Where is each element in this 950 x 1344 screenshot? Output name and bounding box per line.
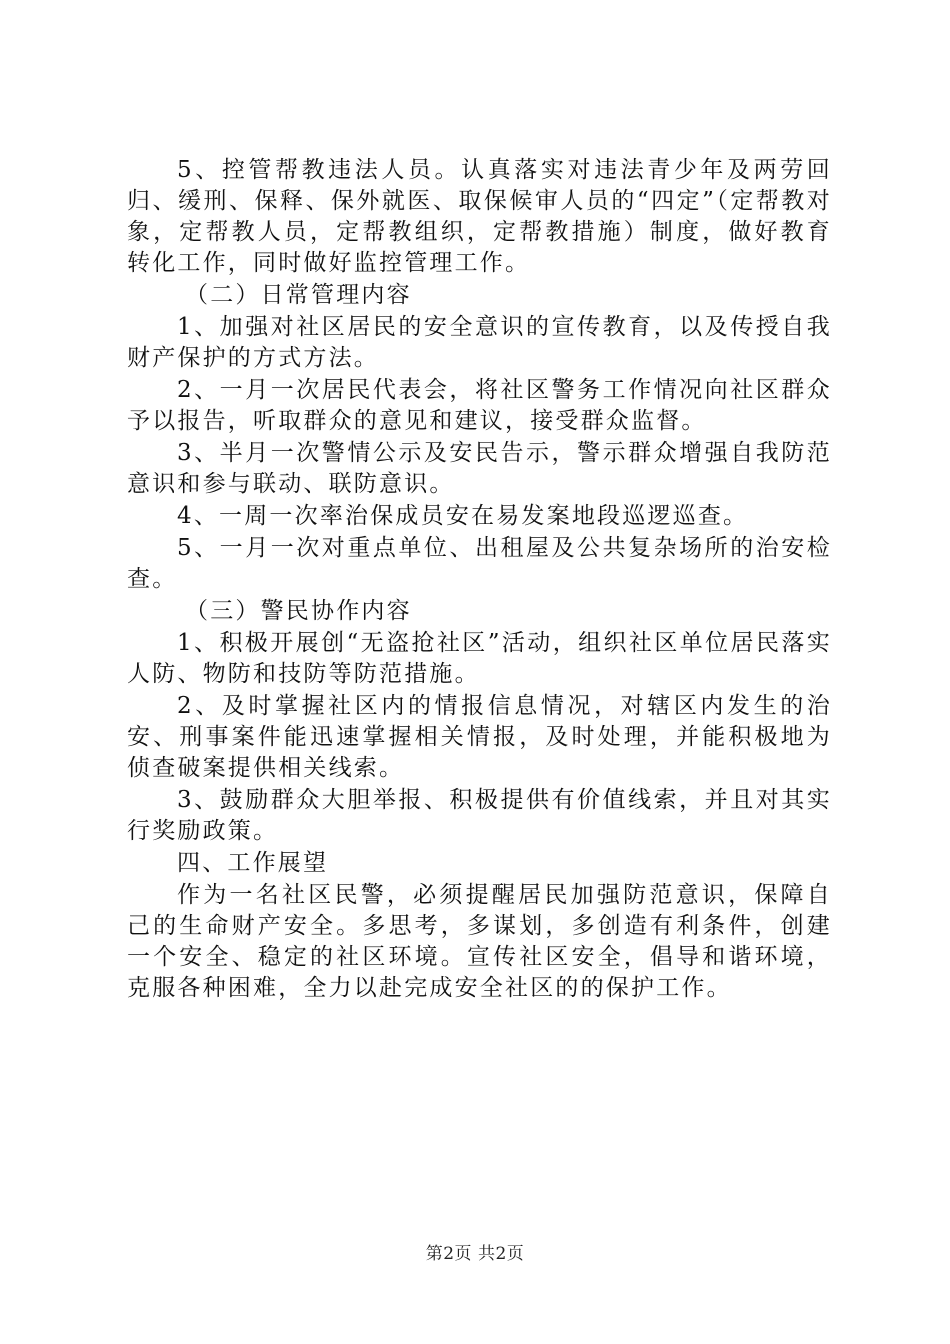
heading-work-outlook: 四、工作展望 [177, 850, 329, 876]
heading-police-cooperation: （三）警民协作内容 [185, 598, 412, 624]
paragraph-coop-3: 3、鼓励群众大胆举报、积极提供有价值线索，并且对其实行奖励政策。 [127, 787, 832, 844]
document-body [127, 155, 832, 1005]
paragraph-coop-2: 2、及时掌握社区内的情报信息情况，对辖区内发生的治安、刑事案件能迅速掌握相关情报，及时处理，并能积极地为侦查破案提供相关线索。 [127, 693, 832, 781]
paragraph-daily-2: 2、一月一次居民代表会，将社区警务工作情况向社区群众予以报告，听取群众的意见和建议，接受群众监督。 [127, 377, 832, 434]
paragraph-control-offenders: 5、控管帮教违法人员。认真落实对违法青少年及两劳回归、缓刑、保释、保外就医、取保候审人员的“四定”（定帮教对象，定帮教人员，定帮教组织，定帮教措施）制度，做好教育转化工作，同时做好监控管理工作。 [127, 157, 832, 276]
paragraph-coop-1: 1、积极开展创“无盗抢社区”活动，组织社区单位居民落实人防、物防和技防等防范措施。 [127, 630, 832, 687]
paragraph-daily-3: 3、半月一次警情公示及安民告示，警示群众增强自我防范意识和参与联动、联防意识。 [127, 440, 832, 497]
paragraph-daily-4: 4、一周一次率治保成员安在易发案地段巡逻巡查。 [177, 503, 749, 529]
page-footer: 第2页 共2页 [425, 1244, 525, 1264]
paragraph-daily-5: 5、一月一次对重点单位、出租屋及公共复杂场所的治安检查。 [127, 535, 832, 592]
paragraph-daily-1: 1、加强对社区居民的安全意识的宣传教育，以及传授自我财产保护的方式方法。 [127, 314, 832, 371]
paragraph-outlook: 作为一名社区民警，必须提醒居民加强防范意识，保障自己的生命财产安全。多思考，多谋划，多创造有利条件，创建一个安全、稳定的社区环境。宣传社区安全，倡导和谐环境，克服各种困难，全力以赴完成安全社区的的保护工作。 [127, 882, 832, 1001]
heading-daily-management: （二）日常管理内容 [185, 282, 412, 308]
